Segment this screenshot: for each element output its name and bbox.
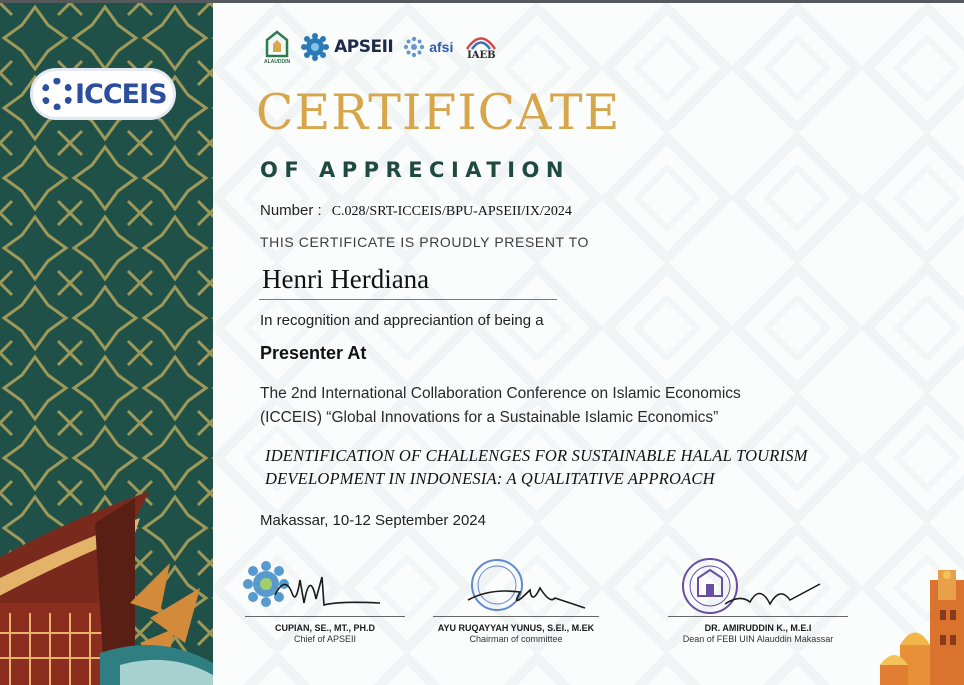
signature-amiruddin <box>720 574 830 614</box>
paper-title-line-1: IDENTIFICATION OF CHALLENGES FOR SUSTAINABLE HALAL TOURISM <box>265 446 808 465</box>
apseii-emblem-icon <box>300 32 330 62</box>
signature-line <box>433 616 599 617</box>
signatory-name: AYU RUQAYYAH YUNUS, S.EI., M.EK <box>437 623 595 633</box>
conference-description <box>260 382 900 430</box>
iaeb-emblem-icon <box>463 34 499 50</box>
icceis-logo <box>33 71 173 117</box>
partner-apseii <box>300 32 393 62</box>
recipient-name: Henri Herdiana <box>262 264 430 294</box>
partner-alauddin <box>264 30 290 65</box>
mosque-illustration <box>880 570 964 685</box>
signatory-ayu <box>433 616 599 644</box>
signatory-cupian <box>245 616 405 644</box>
icceis-logo-text: ICCEIS <box>75 78 167 110</box>
signatory-title: Chief of APSEII <box>293 634 357 644</box>
partner-apseii-name: APSEII <box>334 37 394 57</box>
signatory-name: CUPIAN, SE., MT., PH.D <box>274 623 375 633</box>
signature-line <box>245 616 405 617</box>
signatory-title: Chairman of committee <box>469 634 563 644</box>
partner-logos <box>264 26 499 68</box>
signature-line <box>668 616 848 617</box>
left-decorative-panel <box>0 3 213 685</box>
conference-line-1: The 2nd International Collaboration Conference on Islamic Economics <box>260 385 741 402</box>
signatory-name: DR. AMIRUDDIN K., M.E.I <box>704 623 812 633</box>
signature-ayu <box>460 570 590 615</box>
recipient-underline <box>259 299 557 300</box>
present-text: THIS CERTIFICATE IS PROUDLY PRESENT TO <box>260 234 590 250</box>
recognition-text: In recognition and appreciantion of being a <box>260 312 544 329</box>
paper-title-line-2: DEVELOPMENT IN INDONESIA: A QUALITATIVE APPROACH <box>265 469 715 488</box>
partner-alauddin-name: ALAUDDIN <box>264 58 291 65</box>
afsi-emblem-icon <box>403 36 425 58</box>
signature-cupian <box>270 565 390 610</box>
partner-afsi <box>403 36 453 58</box>
partner-afsi-name: afsi <box>429 39 454 55</box>
partner-iaeb-name: IAEB <box>467 49 496 61</box>
icceis-ring-icon <box>41 78 73 110</box>
number-label: Number : <box>260 202 322 219</box>
role-text: Presenter At <box>260 343 367 363</box>
alauddin-emblem-icon <box>264 30 290 60</box>
number-value: C.028/SRT-ICCEIS/BPU-APSEII/IX/2024 <box>331 204 572 219</box>
signatory-title: Dean of FEBI UIN Alauddin Makassar <box>682 634 834 644</box>
place-date: Makassar, 10-12 September 2024 <box>260 512 486 529</box>
certificate-subtitle: OF APPRECIATION <box>260 158 570 182</box>
signatory-amiruddin <box>668 616 848 644</box>
partner-iaeb <box>463 34 499 61</box>
conference-line-2: (ICCEIS) “Global Innovations for a Sustainable Islamic Economics” <box>260 409 719 426</box>
certificate-title: CERTIFICATE <box>256 84 621 141</box>
certificate-number-row <box>260 202 572 220</box>
paper-title <box>265 444 905 490</box>
